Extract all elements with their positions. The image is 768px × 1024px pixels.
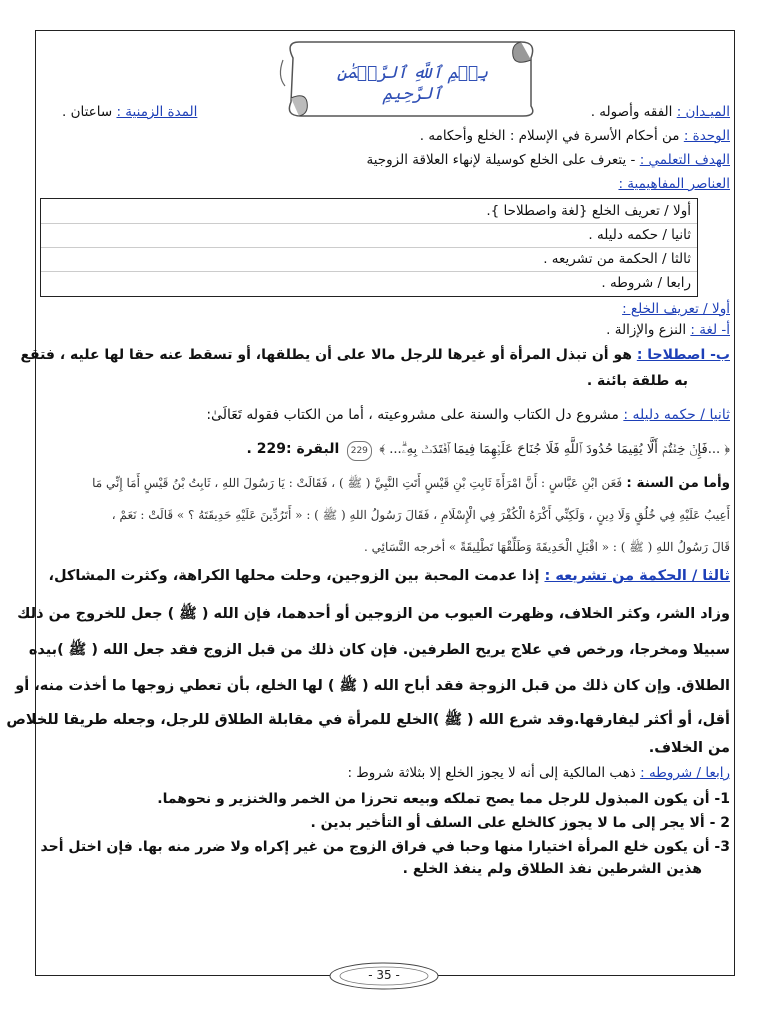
element-divider bbox=[41, 247, 697, 248]
hadith-text-1: فَعَن ابْنِ عَبَّاسٍ : أَنَّ امْرَأَةَ ثَابِتِ بْنِ قَيْسٍ أَتَتِ النَّبِيَّ ( ﷺ ) ، فَقَالَتْ : يَا رَسُولَ اللهِ ، ثَابِتُ بْنُ قَيْسٍ أَمَا إِنِّي مَا bbox=[92, 476, 623, 490]
condition-item-2: 2 - ألا يجر إلى ما لا يجوز كالخلع على السلف أو التأخير بدين . bbox=[310, 815, 730, 831]
concepts-line bbox=[618, 175, 730, 193]
conditions-heading: رابعا / شروطه : bbox=[640, 765, 730, 781]
lang-label: أ- لغة : bbox=[690, 322, 730, 338]
elements-table bbox=[40, 198, 698, 297]
basmala-text: بِسۡمِ ٱللَّهِ ٱلرَّحۡمَٰنِ ٱلرَّحِيمِ bbox=[336, 63, 489, 104]
term-label: ب- اصطلاحا : bbox=[636, 347, 730, 363]
condition-item-3-cont: هذين الشرطين نفذ الطلاق ولم ينفذ الخلع . bbox=[402, 861, 702, 877]
ruling-intro: مشروع دل الكتاب والسنة على مشروعيته ، أما من الكتاب فقوله تَعَالَىٰ: bbox=[206, 407, 619, 423]
objective-value: - يتعرف على الخلع كوسيلة لإنهاء العلاقة الزوجية bbox=[366, 152, 636, 168]
wisdom-line-5: أقل، أو أكثر ليفارقها.وقد شرع الله ( ﷺ )الخلع للمرأة في مقابلة الطلاق للرجل، وجعله طريقا للخلاص bbox=[6, 712, 730, 728]
condition-item-1: 1- أن يكون المبذول للرجل مما يصح تملكه وبيعه تحرزا من الخمر والخنزير و نحوهما. bbox=[157, 791, 730, 807]
conditions-intro: ذهب المالكية إلى أنه لا يجوز الخلع إلا بثلاثة شروط : bbox=[347, 765, 636, 781]
page-number: - 35 - bbox=[368, 968, 400, 982]
verse-line bbox=[247, 440, 730, 461]
hadith-line-2: أَعِيبُ عَلَيْهِ فِي خُلُقٍ وَلَا دِينٍ ، وَلَكِنِّي أَكْرَهُ الْكُفْرَ فِي الْإِسْلَامِ ، فَقَالَ رَسُولُ اللهِ ( ﷺ ) : « أَتَرُدِّينَ عَلَيْهِ حَدِيقَتَهُ ؟ » قَالَتْ : نَعَمْ ، bbox=[111, 508, 730, 522]
concepts-label: العناصر المفاهيمية : bbox=[618, 176, 730, 192]
duration-value: ساعتان . bbox=[62, 104, 113, 120]
duration-line bbox=[62, 103, 197, 121]
unit-line bbox=[420, 127, 730, 145]
term-line-1 bbox=[20, 346, 730, 364]
lang-line bbox=[606, 321, 730, 339]
ruling-heading: ثانيا / حكمه دليله : bbox=[623, 407, 730, 423]
condition-item-3: 3- أن يكون خلع المرأة اختيارا منها وحبا في فراق الزوج من غير إكراه ولا ضرر منه بها. فإن اختل أحد bbox=[40, 839, 730, 855]
conditions-line bbox=[347, 764, 730, 782]
duration-label: المدة الزمنية : bbox=[116, 104, 198, 120]
element-item-4: رابعا / شروطه . bbox=[601, 275, 691, 291]
definition-heading-line bbox=[622, 300, 730, 318]
wisdom-line-6: من الخلاف. bbox=[648, 740, 730, 756]
element-item-1: أولا / تعريف الخلع {لغة واصطلاحا }. bbox=[486, 203, 691, 219]
element-item-3: ثالثا / الحكمة من تشريعه . bbox=[543, 251, 691, 267]
verse-number-icon: 229 bbox=[347, 441, 372, 461]
verse-text: ﴿ ...فَإِنۡ خِفۡتُمۡ أَلَّا يُقِيمَا حُدُودَ ٱللَّهِ فَلَا جُنَاحَ عَلَيۡهِمَا فِيمَا ٱفۡتَدَتۡ بِهِۦۗ... ﴾ bbox=[379, 442, 730, 457]
wisdom-heading: ثالثا / الحكمة من تشريعه : bbox=[544, 568, 730, 584]
ruling-line bbox=[206, 406, 730, 424]
definition-heading: أولا / تعريف الخلع : bbox=[622, 301, 730, 317]
element-divider bbox=[41, 223, 697, 224]
field-line bbox=[591, 103, 730, 121]
wisdom-line-3: سبيلا ومخرجا، ورخص في علاج يريح الطرفين. فإن كان ذلك من قبل الزوج فقد جعل الله ( ﷺ )بيده bbox=[28, 642, 730, 658]
wisdom-line-1 bbox=[48, 566, 730, 586]
field-value: الفقه وأصوله . bbox=[590, 104, 673, 120]
page-frame bbox=[35, 30, 735, 976]
sunnah-label: وأما من السنة : bbox=[626, 475, 730, 491]
element-item-2: ثانيا / حكمه دليله . bbox=[588, 227, 691, 243]
element-divider bbox=[41, 271, 697, 272]
wisdom-line-2: وزاد الشر، وكثر الخلاف، وظهرت العيوب من الزوجين أو أحدهما، فإن الله ( ﷺ ) جعل للخروج من ذلك bbox=[17, 606, 730, 622]
hadith-line-1 bbox=[92, 474, 730, 492]
lang-value: النزع والإزالة . bbox=[606, 322, 687, 338]
objective-label: الهدف التعلمي : bbox=[639, 152, 730, 168]
basmala-scroll bbox=[275, 36, 545, 118]
page-number-ornament bbox=[328, 960, 440, 992]
term-line-2: به طلقة بائنة . bbox=[586, 373, 688, 389]
field-label: الميـدان : bbox=[676, 104, 730, 120]
objective-line bbox=[366, 151, 730, 169]
unit-label: الوحدة : bbox=[683, 128, 730, 144]
wisdom-text-1: إذا عدمت المحبة بين الزوجين، وحلت محلها الكراهة، وكثرت المشاكل، bbox=[48, 568, 540, 584]
term-value-1: هو أن تبذل المرأة أو غيرها للرجل مالا على أن يطلقها، أو تسقط عنه حقا لها عليه ، فتقع bbox=[20, 347, 632, 363]
unit-value: من أحكام الأسرة في الإسلام : الخلع وأحكامه . bbox=[419, 128, 680, 144]
hadith-line-3: قَالَ رَسُولُ اللهِ ( ﷺ ) : « اقْبَلِ الْحَدِيقَةَ وَطَلِّقْهَا تَطْلِيقَةً » أخرجه النَّسَائِي . bbox=[364, 540, 730, 554]
wisdom-line-4: الطلاق. وإن كان ذلك من قبل الزوجة فقد أباح الله ( ﷺ ) لها الخلع، بأن تعطي زوجها ما أخذت منه، أو bbox=[15, 678, 730, 694]
verse-reference: البقرة :229 . bbox=[246, 441, 340, 457]
